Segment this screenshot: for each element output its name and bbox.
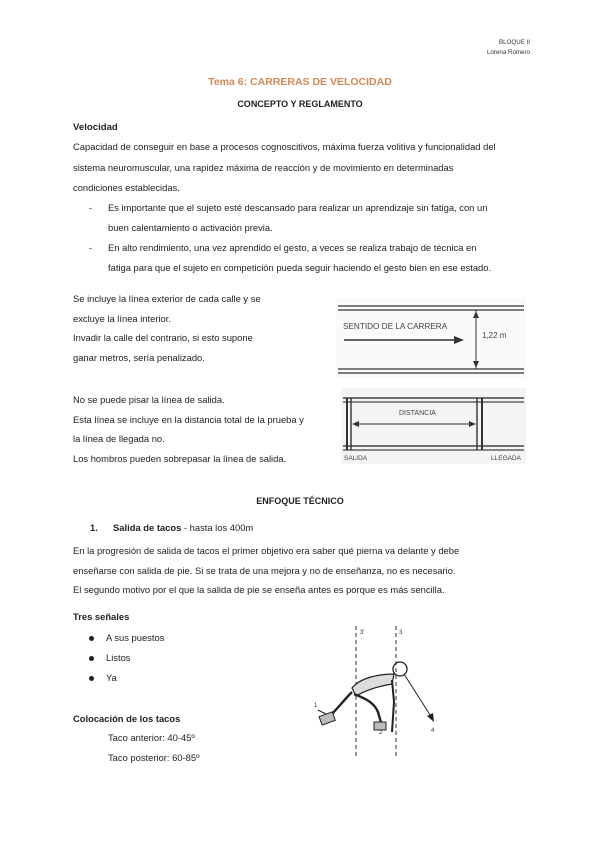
lane-diagram xyxy=(336,298,526,378)
lane-rules-text xyxy=(73,289,261,367)
velocidad-heading: Velocidad xyxy=(73,122,118,133)
figure-label-3p: 3' xyxy=(360,630,365,636)
text-line: En la progresión de salida de tacos el primer objetivo era saber qué pierna va delante y debe xyxy=(73,545,460,556)
arm-shape xyxy=(392,680,394,732)
salida-tacos-item xyxy=(90,522,253,533)
rear-block-shape xyxy=(319,712,335,725)
text-line: No se puede pisar la línea de salida. xyxy=(73,394,225,405)
figure-label-3: 3 xyxy=(399,630,403,636)
text-line: la línea de llegada no. xyxy=(73,433,165,444)
velocidad-line-3: condiciones establecidas. xyxy=(73,182,180,194)
signal-text: Ya xyxy=(106,672,117,683)
list-item-line: fatiga para que el sujeto en competición pueda seguir haciendo el gesto bien en ese estado. xyxy=(108,262,492,273)
distance-label: DISTANCIA xyxy=(399,410,436,417)
block-rear-angle: Taco posterior: 60-85º xyxy=(108,752,200,763)
list-item xyxy=(89,238,529,278)
dash-marker: - xyxy=(89,202,93,213)
figure-label-2: 2 xyxy=(379,730,383,736)
section-heading-enfoque: ENFOQUE TÉCNICO xyxy=(256,496,344,506)
bullet-icon xyxy=(89,636,94,641)
sprinter-start-figure xyxy=(308,622,448,762)
blocks-heading: Colocación de los tacos xyxy=(73,713,181,724)
finish-label: LLEGADA xyxy=(491,455,521,462)
lane-width-label: 1,22 m xyxy=(482,331,507,340)
arrow-down-right-icon xyxy=(427,713,434,722)
block-front-angle: Taco anterior: 40-45º xyxy=(108,732,195,743)
text-line: enseñarse con salida de pie. Si se trata de una mejora y no de enseñanza, no es necesario. xyxy=(73,564,456,576)
salida-paragraph xyxy=(73,541,459,600)
text-line: Los hombros pueden sobrepasar la línea de salida. xyxy=(73,452,287,464)
item-title: Salida de tacos xyxy=(113,522,182,533)
page-title: Tema 6: CARRERAS DE VELOCIDAD xyxy=(208,76,392,88)
start-rules-text xyxy=(73,390,304,468)
direction-label: SENTIDO DE LA CARRERA xyxy=(343,322,448,331)
figure-label-4: 4 xyxy=(431,728,435,734)
text-line: excluye la línea interior. xyxy=(73,312,171,324)
velocidad-definition xyxy=(73,137,533,199)
head-shape xyxy=(393,662,407,676)
item-number: 1. xyxy=(90,522,98,533)
list-item xyxy=(89,198,529,238)
velocidad-line-2: sistema neuromuscular, una rapidez máxima de reacción y de movimiento en determinadas xyxy=(73,161,454,173)
figure-label-1: 1 xyxy=(314,703,318,709)
dash-marker: - xyxy=(89,242,93,253)
header-bloque: BLOQUE II xyxy=(499,39,530,46)
text-line: Esta línea se incluye en la distancia total de la prueba y xyxy=(73,413,304,425)
signal-text: A sus puestos xyxy=(106,632,165,643)
bullet-icon xyxy=(89,676,94,681)
start-label: SALIDA xyxy=(344,455,368,462)
list-item-line: Es importante que el sujeto esté descansado para realizar un aprendizaje sin fatiga, con un xyxy=(108,202,488,213)
text-line: Invadir la calle del contrario, si esto supone xyxy=(73,332,253,343)
list-item xyxy=(89,648,131,668)
signal-text: Listos xyxy=(106,652,131,663)
list-item-line: buen calentamiento o activación previa. xyxy=(108,222,273,233)
text-line: Se incluye la línea exterior de cada calle y se xyxy=(73,293,261,304)
list-item xyxy=(89,628,164,648)
bullet-icon xyxy=(89,656,94,661)
list-item-line: En alto rendimiento, una vez aprendido el gesto, a veces se realiza trabajo de técnica en xyxy=(108,242,477,253)
item-suffix: - hasta los 400m xyxy=(181,522,254,533)
text-line: El segundo motivo por el que la salida de pie se enseña antes es porque es más sencilla. xyxy=(73,584,445,595)
header-author: Lorena Romero xyxy=(487,49,530,56)
front-block-shape xyxy=(374,722,386,730)
rear-leg-shape xyxy=(330,692,352,716)
front-leg-shape xyxy=(354,694,382,726)
section-heading-concepto: CONCEPTO Y REGLAMENTO xyxy=(237,99,363,109)
velocidad-line-1: Capacidad de conseguir en base a procesos cognoscitivos, máxima fuerza volitiva y funcionalidad del xyxy=(73,141,496,152)
signals-heading: Tres señales xyxy=(73,611,130,622)
torso-shape xyxy=(352,674,394,696)
list-item xyxy=(89,668,117,688)
text-line: ganar metros, sería penalizado. xyxy=(73,351,205,363)
start-finish-diagram xyxy=(341,388,526,464)
